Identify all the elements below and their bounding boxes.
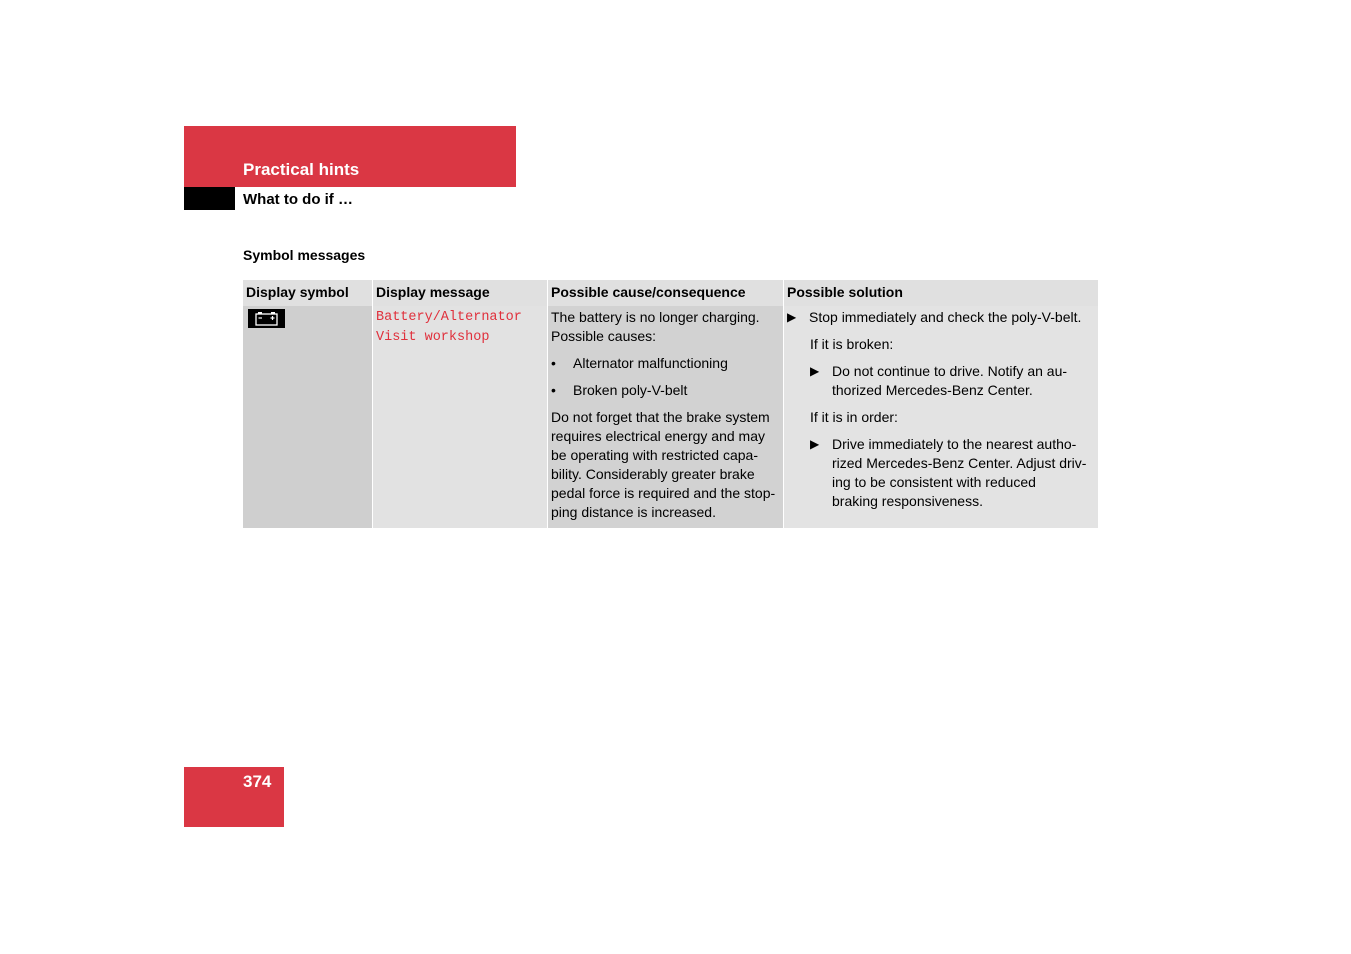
solution-ok-line: braking responsiveness.	[832, 493, 983, 509]
header-possible-solution: Possible solution	[784, 280, 1098, 306]
display-symbol-cell	[243, 306, 373, 528]
cause-note-line: requires electrical energy and may	[551, 428, 765, 444]
solution-ok-line: Drive immediately to the nearest autho-	[832, 436, 1077, 452]
cause-note-line: bility. Considerably greater brake	[551, 466, 755, 482]
bullet-mark: •	[551, 382, 556, 398]
case-ok-label: If it is in order:	[810, 409, 898, 425]
header-display-symbol: Display symbol	[243, 280, 373, 306]
display-message-line-2: Visit workshop	[376, 330, 490, 345]
section-title: Symbol messages	[243, 247, 366, 263]
section-marker	[184, 187, 235, 210]
header-display-message: Display message	[373, 280, 548, 306]
chapter-title: Practical hints	[243, 160, 360, 179]
display-message-cell	[373, 306, 548, 528]
cause-bullet-2: Broken poly-V-belt	[573, 382, 688, 398]
solution-broken-step	[787, 362, 1095, 400]
possible-cause-cell	[548, 306, 784, 528]
arrow-right-icon: ▶	[810, 364, 820, 378]
cause-note-line: ping distance is increased.	[551, 504, 716, 520]
list-item	[551, 354, 780, 373]
cause-intro-line-2: Possible causes:	[551, 328, 657, 344]
header-possible-cause: Possible cause/consequence	[548, 280, 784, 306]
symbol-messages-table	[243, 280, 1098, 528]
cause-intro-line-1: The battery is no longer charging.	[551, 309, 760, 325]
arrow-right-icon: ▶	[787, 310, 797, 324]
cause-note	[551, 408, 780, 522]
cause-note-line: be operating with restricted capa-	[551, 447, 758, 463]
list-item	[551, 381, 780, 400]
cause-bullet-1: Alternator malfunctioning	[573, 355, 728, 371]
possible-solution-cell	[784, 306, 1098, 528]
cause-note-line: pedal force is required and the stop-	[551, 485, 776, 501]
chapter-subtitle: What to do if …	[243, 191, 353, 208]
battery-icon	[248, 309, 285, 328]
page-number: 374	[243, 772, 272, 791]
solution-ok-line: ing to be consistent with reduced	[832, 474, 1036, 490]
solution-broken-line: Do not continue to drive. Notify an au-	[832, 363, 1068, 379]
solution-main-step	[787, 308, 1095, 327]
display-message-line-1: Battery/Alternator	[376, 310, 522, 325]
table-header-row	[243, 280, 1098, 306]
solution-ok-step	[787, 435, 1095, 511]
cause-note-line: Do not forget that the brake system	[551, 409, 770, 425]
solution-broken-line: thorized Mercedes-Benz Center.	[832, 382, 1033, 398]
bullet-mark: •	[551, 355, 556, 371]
table-row	[243, 306, 1098, 528]
case-broken-label: If it is broken:	[810, 336, 894, 352]
arrow-right-icon: ▶	[810, 437, 820, 451]
solution-main-text: Stop immediately and check the poly-V-belt.	[809, 309, 1082, 325]
solution-ok-line: rized Mercedes-Benz Center. Adjust driv-	[832, 455, 1087, 471]
